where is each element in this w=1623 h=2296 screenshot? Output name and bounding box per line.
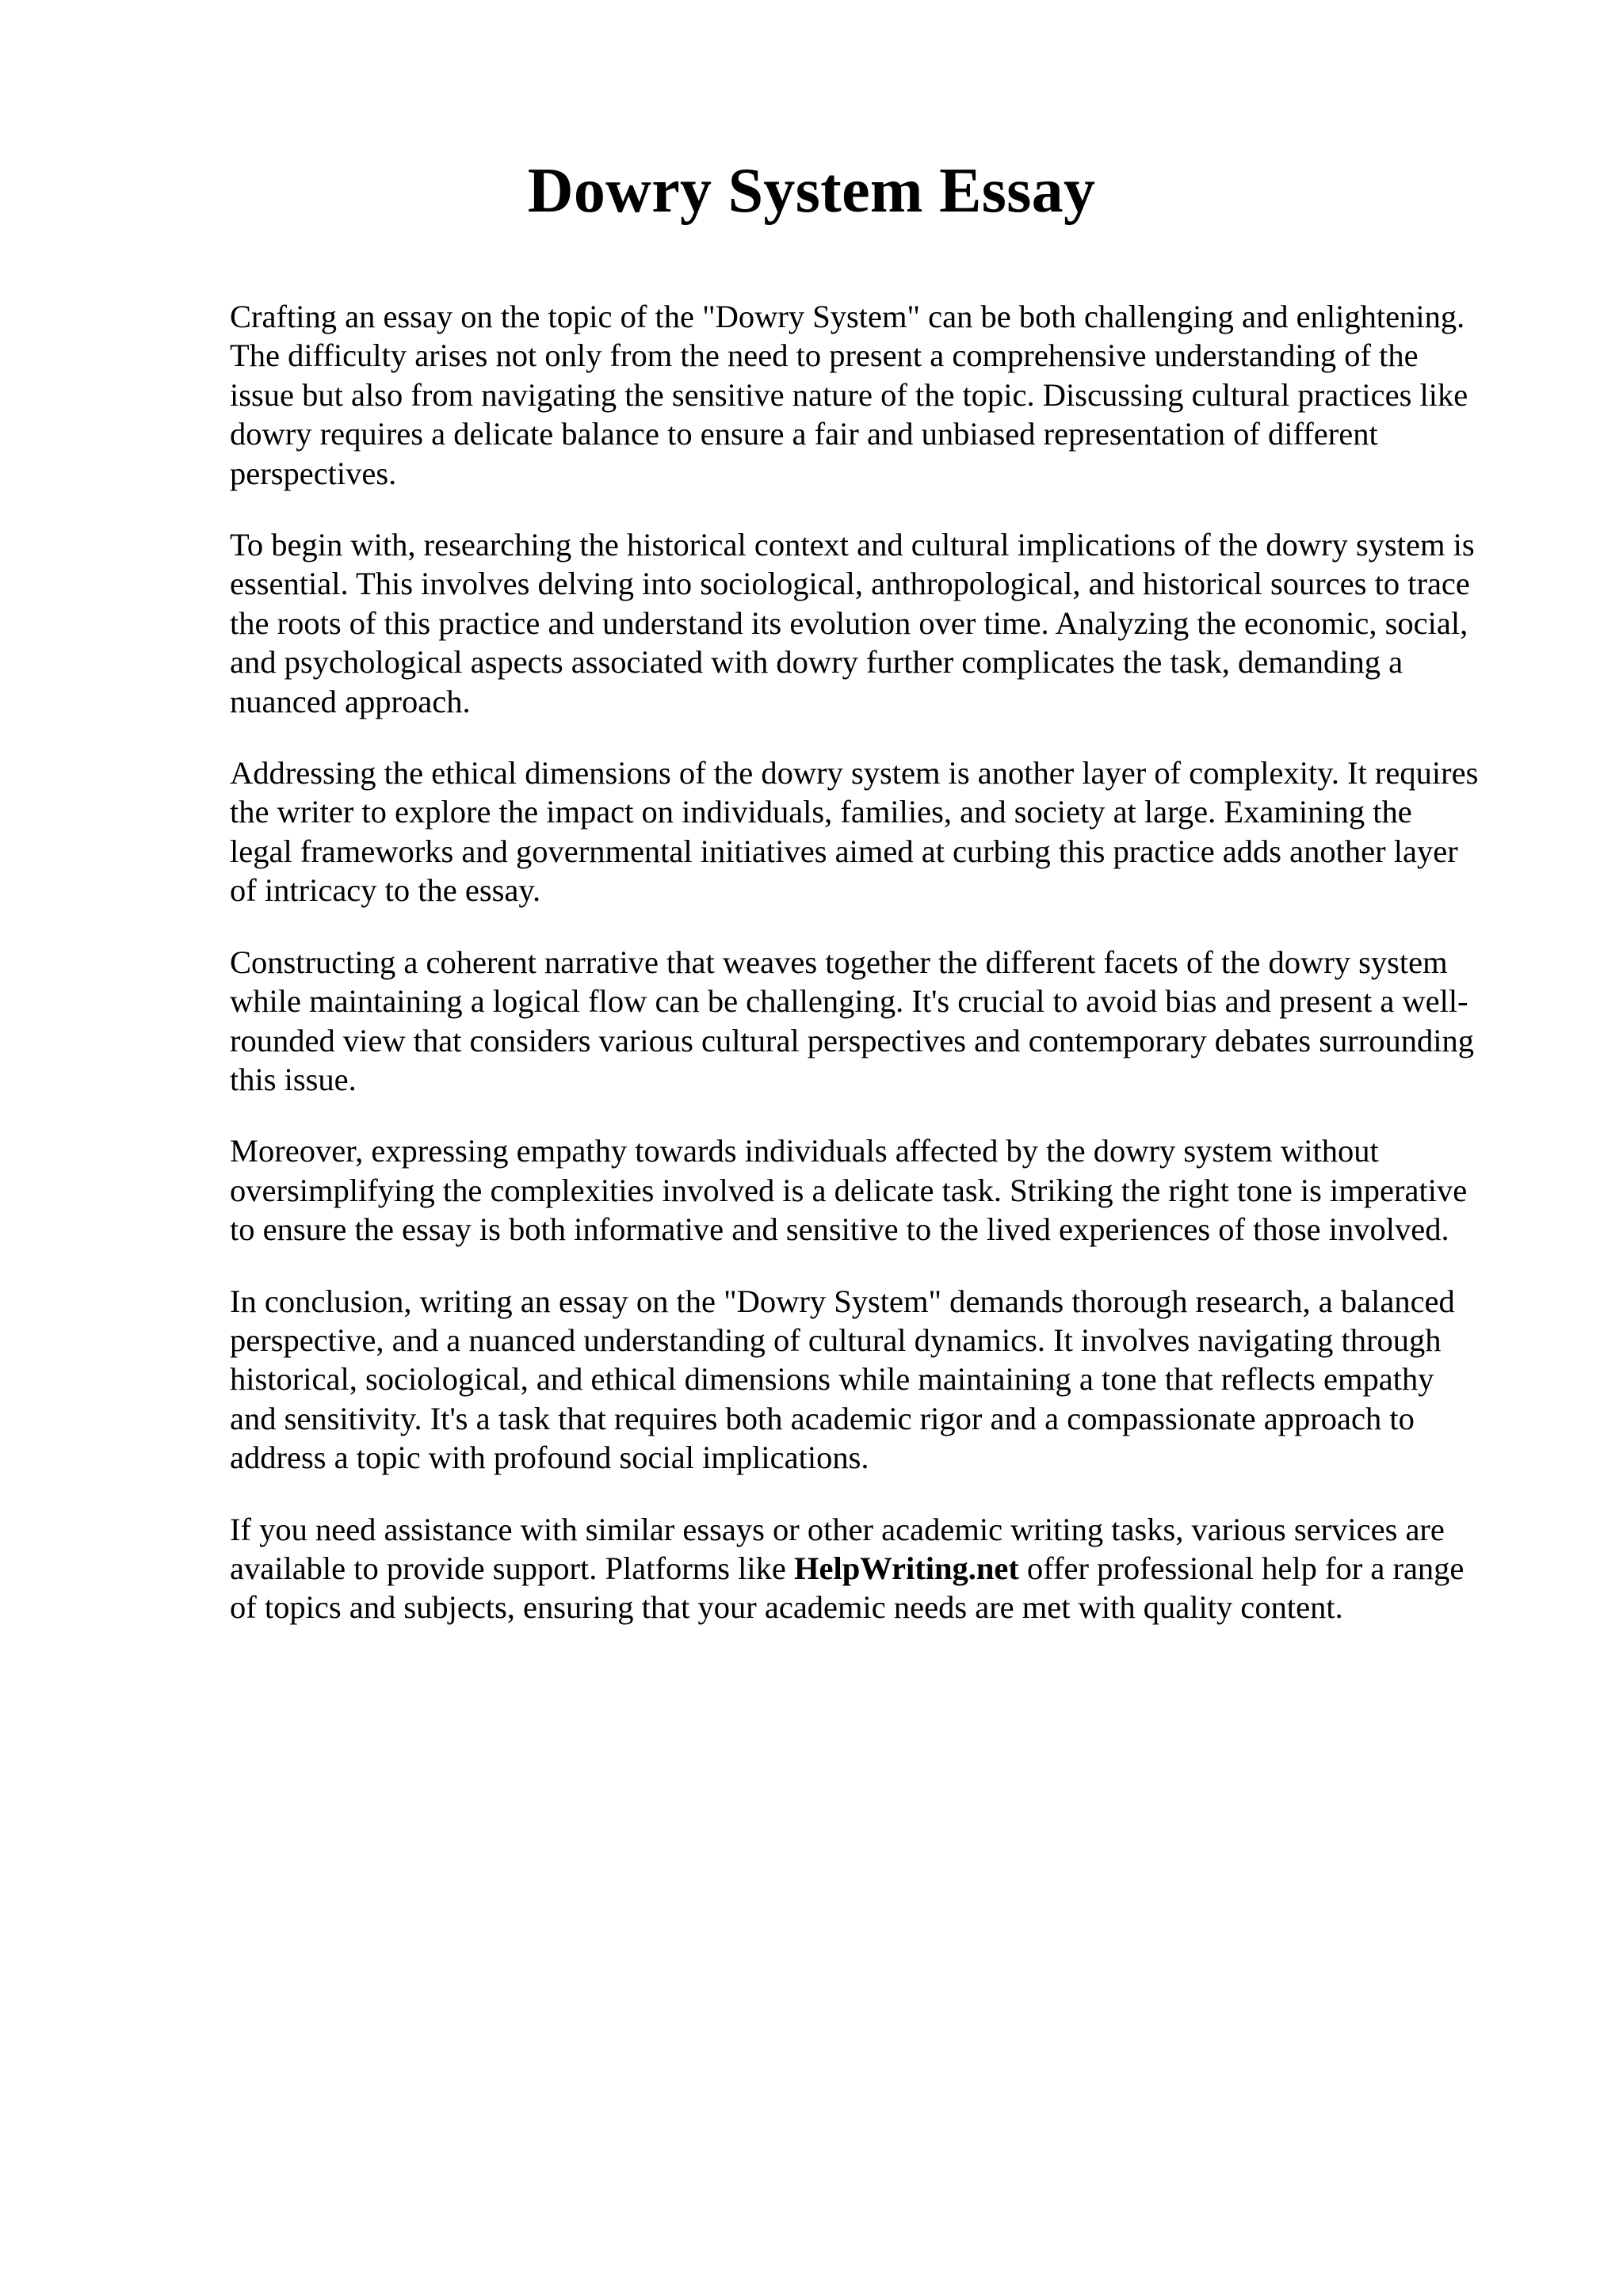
text-line: Crafting an essay on the topic of the "Dowry System" can be both challenging and enlightening.	[230, 299, 1465, 334]
text-line: In conclusion, writing an essay on the "Dowry System" demands thorough research, a balanced	[230, 1283, 1455, 1319]
text-line: historical, sociological, and ethical dimensions while maintaining a tone that reflects empathy	[230, 1361, 1434, 1398]
text-line: To begin with, researching the historical context and cultural implications of the dowry system is	[230, 527, 1475, 563]
text-line: If you need assistance with similar essays or other academic writing tasks, various services are	[230, 1511, 1445, 1547]
document-title: Dowry System Essay	[527, 156, 1096, 226]
text-line-with-brand	[230, 1549, 1529, 1588]
text-line: the writer to explore the impact on individuals, families, and society at large. Examining the	[230, 794, 1412, 830]
text-line: dowry requires a delicate balance to ensure a fair and unbiased representation of different	[230, 416, 1378, 452]
text-segment: available to provide support. Platforms like	[230, 1550, 794, 1586]
text-line: of intricacy to the essay.	[230, 872, 541, 909]
text-line: and sensitivity. It's a task that requires both academic rigor and a compassionate approach to	[230, 1400, 1415, 1436]
text-line: Addressing the ethical dimensions of the dowry system is another layer of complexity. It requires	[230, 755, 1479, 791]
text-line: The difficulty arises not only from the need to present a comprehensive understanding of the	[230, 338, 1419, 374]
text-line: while maintaining a logical flow can be challenging. It's crucial to avoid bias and present a well-	[230, 983, 1468, 1020]
text-line: Moreover, expressing empathy towards individuals affected by the dowry system without	[230, 1133, 1379, 1169]
text-line: of topics and subjects, ensuring that your academic needs are met with quality content.	[230, 1589, 1343, 1626]
essay-body	[230, 297, 1529, 1660]
text-line: this issue.	[230, 1061, 357, 1097]
text-line: legal frameworks and governmental initiatives aimed at curbing this practice adds another layer	[230, 833, 1458, 869]
text-line: essential. This involves delving into sociological, anthropological, and historical sources to trace	[230, 566, 1470, 602]
text-line: and psychological aspects associated with dowry further complicates the task, demanding a	[230, 644, 1403, 681]
paragraph-5	[230, 1131, 1529, 1249]
text-line: perspectives.	[230, 455, 397, 491]
paragraph-2	[230, 525, 1529, 721]
text-line: nuanced approach.	[230, 683, 471, 719]
paragraph-4	[230, 943, 1529, 1100]
text-line: address a topic with profound social implications.	[230, 1440, 869, 1476]
text-line: Constructing a coherent narrative that weaves together the different facets of the dowry system	[230, 944, 1448, 980]
paragraph-1	[230, 297, 1529, 493]
helpwriting-brand-name: HelpWriting.net	[793, 1550, 1019, 1586]
text-line: perspective, and a nuanced understanding of cultural dynamics. It involves navigating through	[230, 1322, 1442, 1358]
text-line: to ensure the essay is both informative and sensitive to the lived experiences of those involved.	[230, 1211, 1449, 1248]
closing-paragraph	[230, 1510, 1529, 1627]
paragraph-3	[230, 753, 1529, 910]
text-line: rounded view that considers various cultural perspectives and contemporary debates surrounding	[230, 1022, 1475, 1058]
text-line: oversimplifying the complexities involved is a delicate task. Striking the right tone is imperative	[230, 1172, 1468, 1208]
paragraph-6	[230, 1282, 1529, 1478]
text-line: the roots of this practice and understand its evolution over time. Analyzing the economic, social,	[230, 605, 1468, 641]
text-segment: offer professional help for a range	[1018, 1550, 1465, 1586]
text-line: issue but also from navigating the sensitive nature of the topic. Discussing cultural practices like	[230, 376, 1468, 413]
